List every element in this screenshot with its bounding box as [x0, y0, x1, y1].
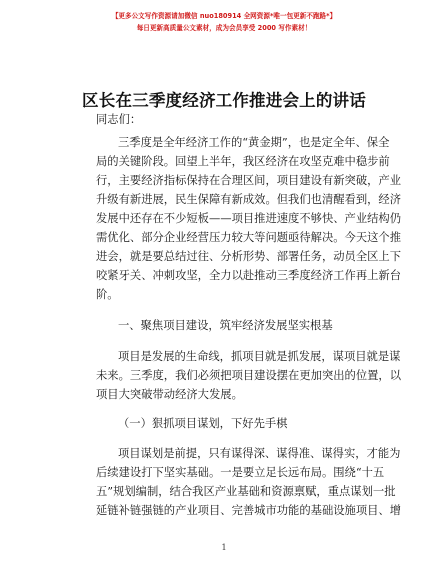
paragraph-line: 需优化、部分企业经营压力较大等问题亟待解决。今天这个推 — [96, 231, 402, 244]
paragraph-line: 进会，就是要总结过往、分析形势、部署任务，动员全区上下 — [96, 250, 402, 263]
paragraph-line: 延链补链强链的产业项目、完善城市功能的基础设施项目、增 — [96, 504, 402, 517]
subsection-heading: （一）狠抓项目谋划，下好先手棋 — [118, 417, 288, 430]
promo-banner-line-2: 每日更新高质量公文素材，成为会员享受 2000 写作素材！ — [136, 24, 312, 32]
paragraph-line: 五”规划编制，结合我区产业基础和资源禀赋，重点谋划一批 — [96, 485, 396, 498]
paragraph-line: 咬紧牙关、冲刺攻坚，全力以赴推动三季度经济工作再上新台 — [96, 269, 402, 282]
section-heading: 一、聚焦项目建设，筑牢经济发展坚实根基 — [118, 319, 333, 332]
paragraph-line: 项目谋划是前提，只有谋得深、谋得准、谋得实，才能为 — [118, 447, 401, 460]
paragraph-line: 项目是发展的生命线，抓项目就是抓发展，谋项目就是谋 — [118, 350, 401, 363]
paragraph-line: 三季度是全年经济工作的“黄金期”，也是定全年、保全 — [118, 136, 390, 149]
paragraph-line: 项目大突破带动经济大发展。 — [96, 388, 243, 401]
paragraph-line: 后续建设打下坚实基础。一是要立足长远布局。围绕“十五 — [96, 466, 385, 479]
paragraph-line: 发展中还存在不少短板——项目推进速度不够快、产业结构仍 — [96, 212, 402, 225]
paragraph-line: 未来。三季度，我们必须把项目建设摆在更加突出的位置，以 — [96, 369, 402, 382]
paragraph-line: 行，主要经济指标保持在合理区间，项目建设有新突破，产业 — [96, 174, 402, 187]
promo-banner-line-1: 【更多公文写作资源请加微信 nuo180914 全网资源*唯一包更新不跑路*】 — [111, 12, 337, 20]
salutation: 同志们： — [96, 113, 142, 126]
document-title: 区长在三季度经济工作推进会上的讲话 — [82, 91, 366, 110]
page-number: 1 — [221, 543, 227, 552]
paragraph-line: 阶。 — [96, 288, 119, 301]
paragraph-line: 局的关键阶段。回望上半年，我区经济在攻坚克难中稳步前 — [96, 155, 390, 168]
paragraph-line: 升级有新进展，民生保障有新成效。但我们也清醒看到，经济 — [96, 193, 402, 206]
